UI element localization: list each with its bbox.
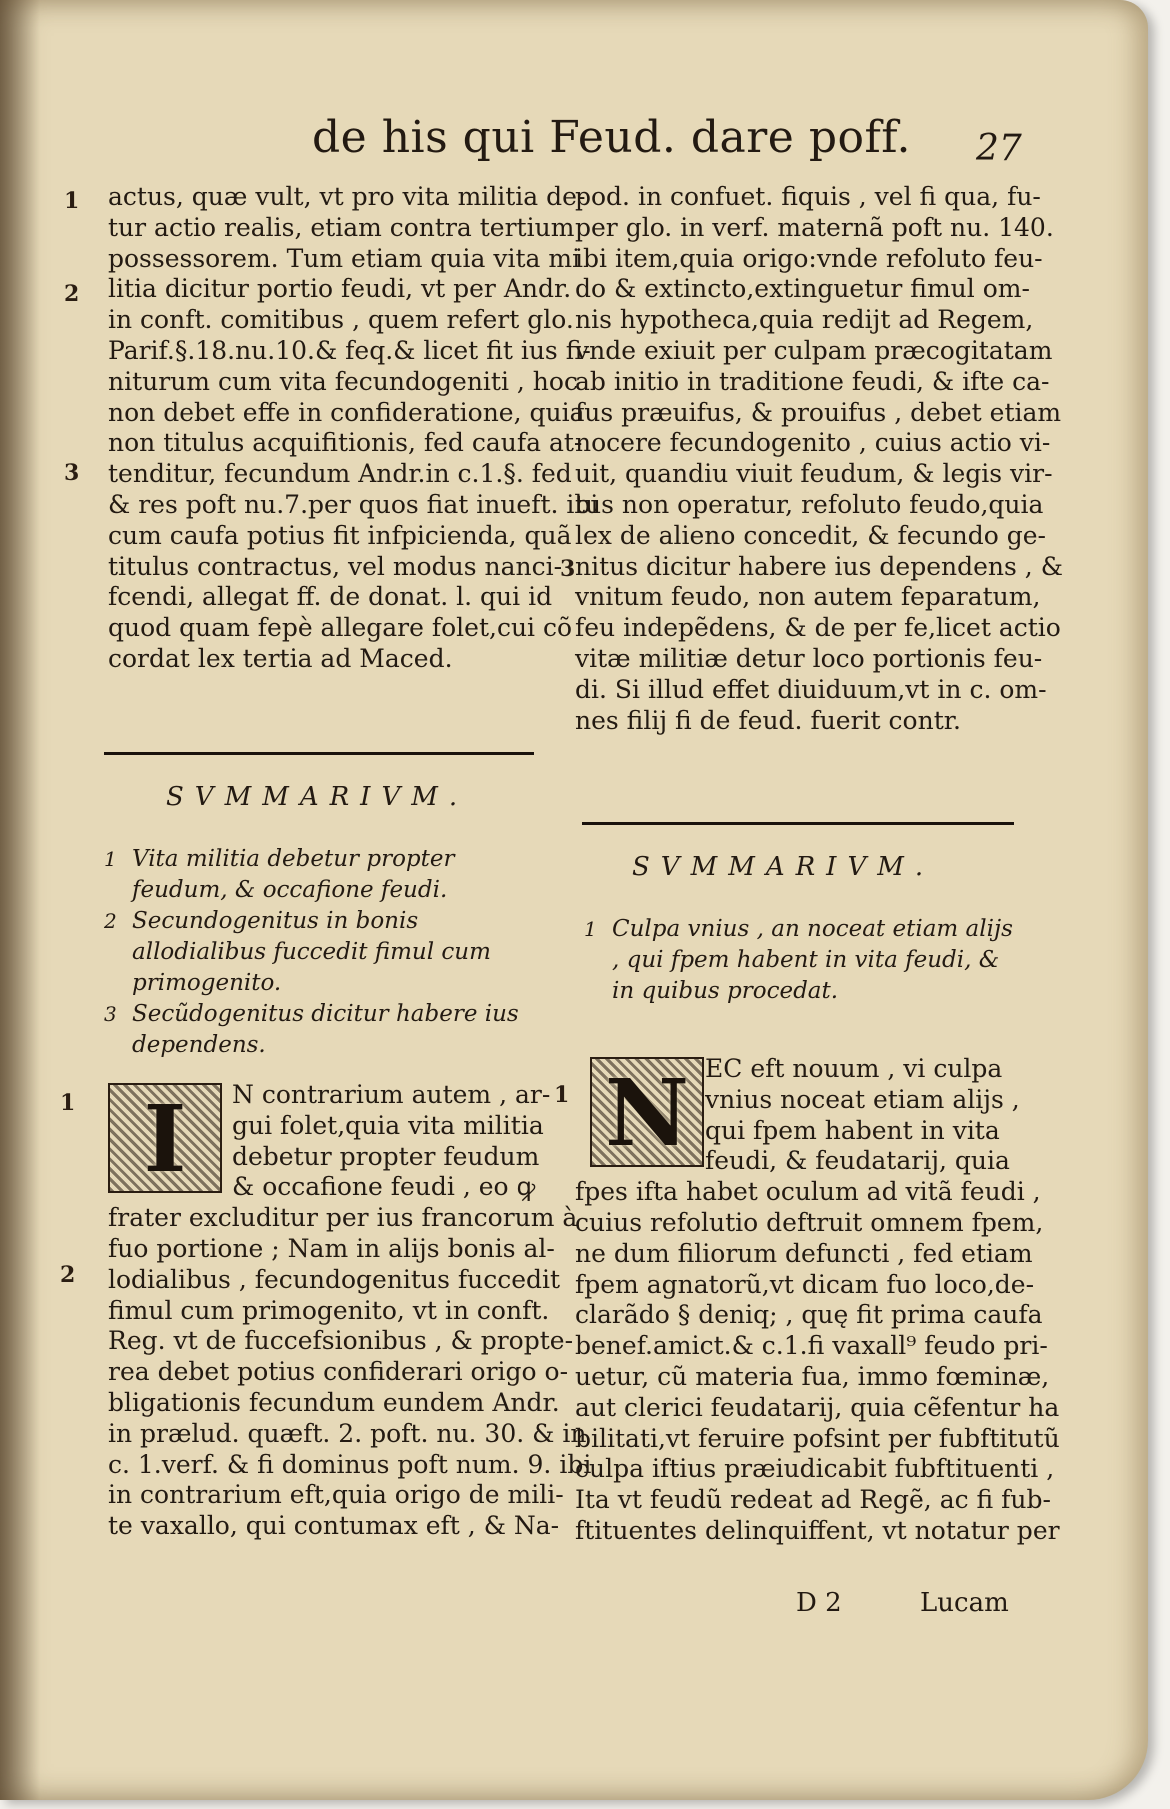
summarium-entry bbox=[584, 914, 1014, 1007]
text-line: nes filij fi de feud. fuerit contr. bbox=[575, 705, 961, 735]
text-line: vnitum feudo, non autem feparatum, bbox=[575, 582, 1041, 612]
text-line: vnius noceat etiam alijs , bbox=[705, 1084, 1020, 1114]
text-line: tur actio realis, etiam contra tertium bbox=[108, 212, 575, 242]
section-rule bbox=[582, 822, 1014, 825]
margin-number: 3 bbox=[560, 556, 576, 582]
text-line: ne dum filiorum defuncti , fed etiam bbox=[575, 1238, 1033, 1268]
entry-text: Vita militia debetur propter feudum, & occafione feudi. bbox=[132, 846, 455, 903]
text-line: cordat lex tertia ad Maced. bbox=[108, 643, 453, 673]
text-line: gui folet,quia vita militia bbox=[232, 1110, 544, 1140]
entry-text: Secũdogenitus dicitur habere ius dependens. bbox=[132, 1001, 519, 1058]
text-line: in contrarium eft,quia origo de mili- bbox=[108, 1480, 564, 1510]
text-line: tenditur, fecundum Andr.in c.1.§. fed bbox=[108, 459, 572, 489]
text-line: quod quam fepè allegare folet,cui cõ bbox=[108, 613, 573, 643]
text-line: per glo. in verf. maternã poft nu. 140. bbox=[575, 212, 1054, 242]
section-rule bbox=[104, 752, 534, 755]
entry-number: 2 bbox=[104, 909, 117, 933]
running-title: de his qui Feud. dare poff. bbox=[312, 112, 911, 163]
text-line: lex de alieno concedit, & fecundo ge- bbox=[575, 520, 1046, 550]
text-line: cum caufa potius fit infpicienda, quã bbox=[108, 520, 572, 550]
entry-number: 3 bbox=[104, 1002, 117, 1026]
text-line: ibi item,quia origo:vnde refoluto feu- bbox=[575, 243, 1043, 273]
summarium-heading: SVMMARIVM. bbox=[632, 852, 935, 882]
text-line: uetur, cũ materia fua, immo fœminæ, bbox=[575, 1361, 1050, 1391]
margin-number: 2 bbox=[64, 281, 80, 307]
text-line: Ita vt feudũ redeat ad Regẽ, ac fi fub- bbox=[575, 1485, 1051, 1515]
initial-letter: I bbox=[143, 1085, 187, 1193]
text-line: Reg. vt de fuccefsionibus , & propte- bbox=[108, 1326, 574, 1356]
margin-number: 1 bbox=[60, 1090, 76, 1116]
text-line: frater excluditur per ius francorum à bbox=[108, 1203, 578, 1233]
text-line: bilitati,vt feruire pofsint per fubftitutũ bbox=[575, 1423, 1060, 1453]
text-line: & res poft nu.7.per quos fiat inueft. ibi bbox=[108, 489, 599, 519]
entry-number: 1 bbox=[104, 847, 117, 871]
text-line: rea debet potius confiderari origo o- bbox=[108, 1357, 569, 1387]
text-line: possessorem. Tum etiam quia vita mi bbox=[108, 243, 581, 273]
text-line: fpem agnatorũ,vt dicam fuo loco,de- bbox=[575, 1269, 1035, 1299]
margin-number: 1 bbox=[554, 1082, 570, 1108]
text-line: clarãdo § deniq; , quę fit prima caufa bbox=[575, 1300, 1043, 1330]
text-line: culpa iftius præiudicabit fubftituenti , bbox=[575, 1454, 1055, 1484]
text-line: fuo portione ; Nam in alijs bonis al- bbox=[108, 1233, 555, 1263]
text-line: non debet effe in confideratione, quia bbox=[108, 397, 585, 427]
summarium-list bbox=[584, 914, 1014, 1007]
text-line: lodialibus , fecundogenitus fuccedit bbox=[108, 1264, 561, 1294]
summarium-entry bbox=[104, 844, 534, 906]
text-line: ftituentes delinquiffent, vt notatur per bbox=[575, 1515, 1060, 1545]
summarium-entry bbox=[104, 906, 534, 999]
text-line: non titulus acquifitionis, fed caufa at- bbox=[108, 428, 583, 458]
text-line: bligationis fecundum eundem Andr. bbox=[108, 1387, 560, 1417]
margin-number: 1 bbox=[64, 188, 80, 214]
text-line: niturum cum vita fecundogeniti , hoc bbox=[108, 366, 578, 396]
text-line: litia dicitur portio feudi, vt per Andr. bbox=[108, 274, 572, 304]
left-column-text bbox=[108, 182, 599, 675]
left-column-body bbox=[108, 1080, 592, 1542]
text-line: Parif.§.18.nu.10.& feq.& licet fit ius fi- bbox=[108, 335, 591, 365]
right-column-text bbox=[575, 182, 1063, 736]
right-column-body bbox=[575, 1054, 1060, 1547]
summarium-heading: SVMMARIVM. bbox=[166, 782, 469, 812]
text-line: in prælud. quæft. 2. poft. nu. 30. & in bbox=[108, 1418, 587, 1448]
text-line: EC eft nouum , vi culpa bbox=[705, 1054, 1003, 1083]
text-line: te vaxallo, qui contumax eft , & Na- bbox=[108, 1511, 560, 1541]
text-line: di. Si illud effet diuiduum,vt in c. om- bbox=[575, 674, 1047, 704]
entry-text: Culpa vnius , an noceat etiam alijs , qui fpem habent in vita feudi, & in quibus procedat. bbox=[612, 916, 1013, 1004]
text-line: N contrarium autem , ar- bbox=[232, 1080, 551, 1109]
initial-letter: N bbox=[604, 1059, 690, 1167]
text-line: pod. in confuet. fiquis , vel fi qua, fu- bbox=[575, 182, 1041, 211]
text-line: fcendi, allegat ff. de donat. l. qui id bbox=[108, 582, 553, 612]
text-line: fpes ifta habet oculum ad vitã feudi , bbox=[575, 1177, 1041, 1207]
text-line: vnde exiuit per culpam præcogitatam bbox=[575, 335, 1053, 365]
catchword: Lucam bbox=[920, 1588, 1009, 1618]
margin-number: 2 bbox=[60, 1262, 76, 1288]
page-number: 27 bbox=[976, 128, 1022, 169]
text-line: debetur propter feudum bbox=[232, 1141, 540, 1171]
summarium-list bbox=[104, 844, 534, 1061]
text-line: nocere fecundogenito , cuius actio vi- bbox=[575, 428, 1051, 458]
entry-number: 1 bbox=[584, 917, 597, 941]
text-line: c. 1.verf. & fi dominus poft num. 9. ibi bbox=[108, 1449, 592, 1479]
page-gutter-shadow bbox=[0, 0, 40, 1800]
text-line: do & extincto,extinguetur fimul om- bbox=[575, 274, 1030, 304]
text-line: tus non operatur, refoluto feudo,quia bbox=[575, 489, 1044, 519]
summarium-entry bbox=[104, 999, 534, 1061]
text-line: benef.amict.& c.1.fi vaxall⁹ feudo pri- bbox=[575, 1331, 1048, 1361]
text-line: fus præuifus, & prouifus , debet etiam bbox=[575, 397, 1062, 427]
text-line: qui fpem habent in vita bbox=[705, 1115, 1000, 1145]
text-line: aut clerici feudatarij, quia cẽfentur ha bbox=[575, 1392, 1060, 1422]
margin-number: 3 bbox=[64, 460, 80, 486]
text-line: nis hypotheca,quia redijt ad Regem, bbox=[575, 305, 1034, 335]
text-line: ab initio in traditione feudi, & ifte ca- bbox=[575, 366, 1050, 396]
text-line: nitus dicitur habere ius dependens , & bbox=[575, 551, 1063, 581]
text-line: in conft. comitibus , quem refert glo. bbox=[108, 305, 574, 335]
text-line: cuius refolutio deftruit omnem fpem, bbox=[575, 1207, 1044, 1237]
signature-mark: D 2 bbox=[796, 1588, 842, 1618]
text-line: titulus contractus, vel modus nanci- bbox=[108, 551, 563, 581]
text-line: actus, quæ vult, vt pro vita militia de- bbox=[108, 182, 586, 211]
text-line: feu indepẽdens, & de per fe,licet actio bbox=[575, 613, 1061, 643]
text-line: feudi, & feudatarij, quia bbox=[705, 1146, 1010, 1176]
entry-text: Secundogenitus in bonis allodialibus fuccedit fimul cum primogenito. bbox=[132, 908, 491, 996]
text-line: fimul cum primogenito, vt in conft. bbox=[108, 1295, 550, 1325]
text-line: vitæ militiæ detur loco portionis feu- bbox=[575, 643, 1043, 673]
text-line: uit, quandiu viuit feudum, & legis vir- bbox=[575, 459, 1053, 489]
text-line: & occafione feudi , eo ꝙ bbox=[232, 1172, 536, 1202]
